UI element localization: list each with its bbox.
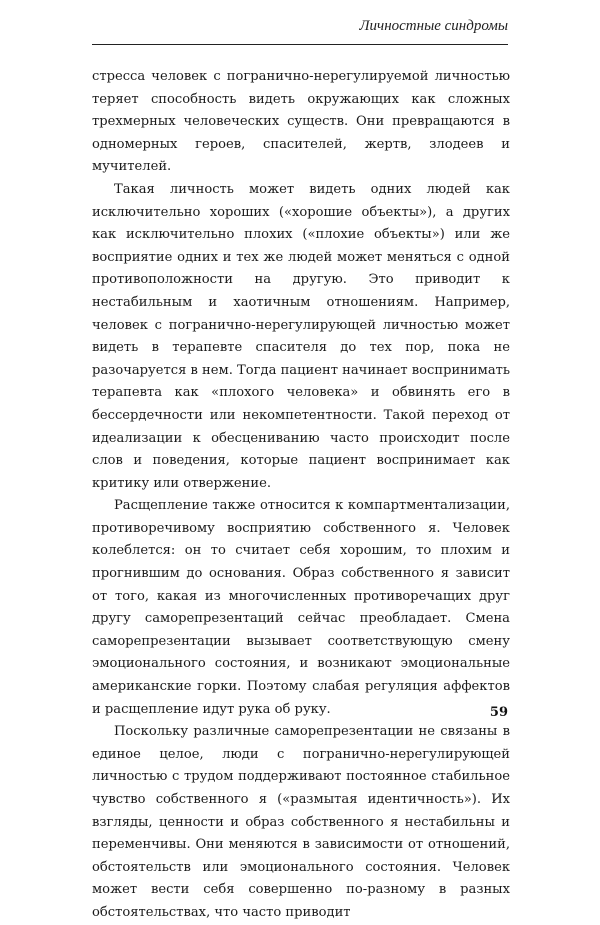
- paragraph: Поскольку различные саморепрезентации не связаны в единое целое, люди с погранично-нерегулирующей личностью с трудом поддерживают постоянное стабильное чувство собственного я («размытая идентичность»). Их взгляды, ценности и образ собственного я нестабильны и переменчивы. Они меняются в зависимости от отношений, обстоятельств или эмоционального состояния. Человек может вести себя совершенно по-разному в разных обстоятельствах, что часто приводит: [92, 724, 510, 920]
- running-head-title: Личностные синдромы: [359, 18, 508, 34]
- header-rule: [92, 44, 508, 45]
- body-text: [92, 66, 510, 925]
- paragraph: Такая личность может видеть одних людей как исключительно хороших («хорошие объекты»), а других как исключительно плохих («плохие объекты») или же восприятие одних и тех же людей может меняться с одной противоположности на другую. Это приводит к нестабильным и хаотичным отношениям. Например, человек с погранично-нерегулирующей личностью может видеть в терапевте спасителя до тех пор, пока не разочаруется в нем. Тогда пациент начинает воспринимать терапевта как «плохого человека» и обвинять его в бессердечности или некомпетентности. Такой переход от идеализации к обесцениванию часто происходит после слов и поведения, которые пациент воспринимает как критику или отвержение.: [92, 181, 510, 491]
- paragraph: Расщепление также относится к компартментализации, противоречивому восприятию собственного я. Человек колеблется: он то считает себя хорошим, то плохим и прогнившим до основания. Образ собственного я зависит от того, какая из многочисленных противоречащих друг другу саморепрезентаций сейчас преобладает. Смена саморепрезентации вызывает соответствующую смену эмоционального состояния, и возникают эмоциональные американские горки. Поэтому слабая регуляция аффектов и расщепление идут рука об руку.: [92, 498, 510, 717]
- paragraph-continuation: стресса человек с погранично-нерегулируемой личностью теряет способность видеть окружающих как сложных трехмерных человеческих существ. Они превращаются в одномерных героев, спасителей, жертв, злодеев и мучителей.: [92, 69, 510, 175]
- page-number: 59: [489, 705, 508, 720]
